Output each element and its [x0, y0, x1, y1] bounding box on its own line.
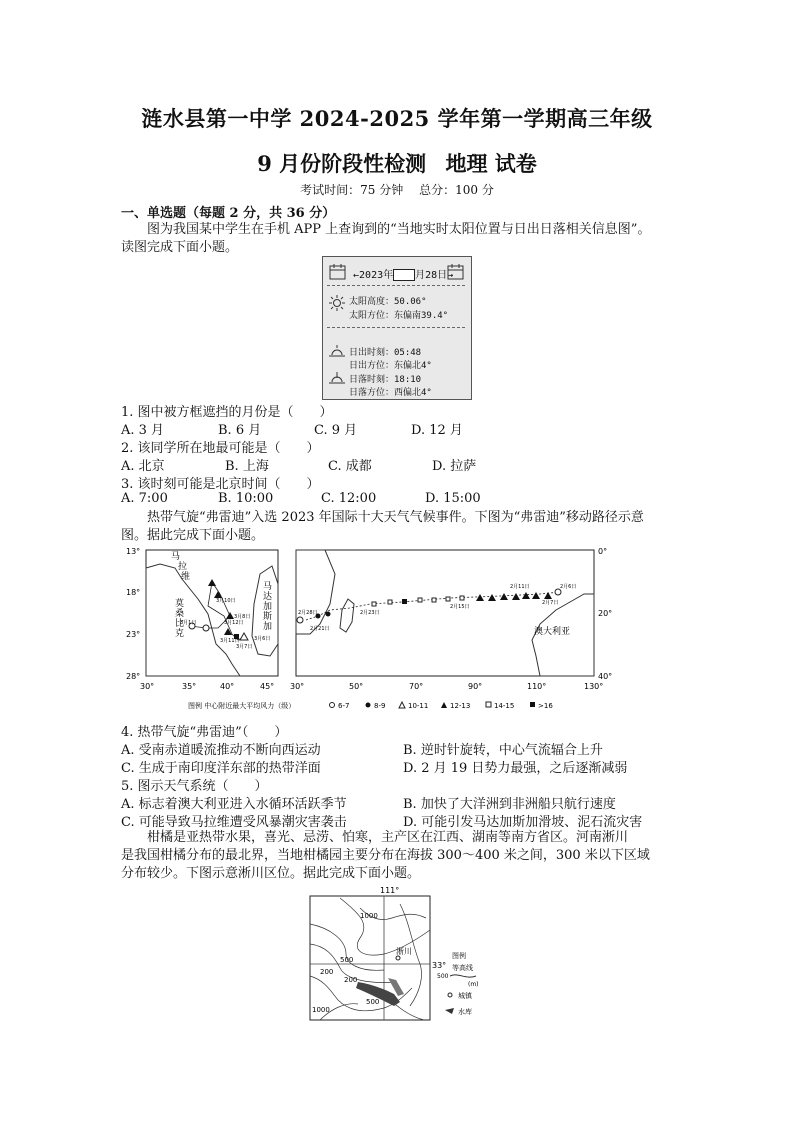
marker-14-15	[418, 598, 422, 602]
intro1-line2: 读图完成下面小题。	[121, 240, 239, 255]
intro3-line2: 是我国柑橘分布的最北界，当地柑橘园主要分布在海拔 300～400 米之间，300 米以下区域	[121, 848, 650, 863]
date-left-arrow: ←	[353, 270, 360, 281]
legend-contour: 等高线	[452, 964, 473, 972]
q4-option-c[interactable]: C. 生成于南印度洋东部的热带洋面	[121, 761, 321, 776]
sunset-icon	[329, 372, 345, 384]
legend-14-15: 14-15	[494, 702, 515, 710]
date-right-arrow: →	[447, 270, 454, 281]
marker-14-15	[388, 600, 392, 604]
question-5-stem: 5. 图示天气系统（ ）	[121, 779, 268, 794]
question-3-stem: 3. 该时刻可能是北京时间（ ）	[121, 477, 320, 492]
lon-label: 45°	[260, 682, 275, 691]
q3-option-b[interactable]: B. 10:00	[218, 491, 274, 506]
legend-icon-6-7	[330, 703, 335, 708]
hidden-month-box	[393, 269, 415, 281]
date-label: 3月8日	[234, 614, 251, 620]
legend-unit: (m)	[468, 981, 479, 988]
q1-option-b[interactable]: B. 6 月	[218, 423, 262, 438]
q5-option-d[interactable]: D. 可能引发马达加斯加滑坡、泥石流灾害	[403, 815, 643, 830]
exam-title-line1: 涟水县第一中学 2024-2025 学年第一学期高三年级	[141, 106, 653, 131]
lon-label: 35°	[182, 682, 197, 691]
divider	[327, 327, 465, 328]
date-label: 2月6日	[560, 584, 577, 590]
intro1-line1: 图为我国某中学生在手机 APP 上查询到的“当地实时太阳位置与日出日落相关信息图”。	[147, 222, 651, 237]
question-1-stem: 1. 图中被方框遮挡的月份是（ ）	[121, 405, 333, 420]
exam-title-line2	[0, 148, 794, 178]
legend-title: 图例	[452, 952, 466, 960]
calendar-icon	[447, 263, 465, 281]
right-lat-labels	[598, 547, 612, 681]
total-score: 总分：100 分	[419, 183, 494, 197]
q1-option-a[interactable]: A. 3 月	[121, 423, 165, 438]
q3-option-d[interactable]: D. 15:00	[425, 491, 481, 506]
legend-icon-10-11	[399, 702, 405, 708]
q4-option-d[interactable]: D. 2 月 19 日势力最强，之后逐渐减弱	[403, 761, 628, 776]
legend-icon-14-15	[486, 702, 491, 707]
marker-8-9	[326, 612, 331, 617]
exam-meta	[0, 181, 794, 198]
marker-6-7	[203, 625, 209, 631]
calendar-icon	[329, 263, 347, 281]
marker-14-15	[372, 602, 376, 606]
legend-reservoir: 水库	[458, 1008, 472, 1016]
sun-azimuth: 太阳方位：东偏南39.4°	[349, 311, 449, 321]
lon-label: 50°	[349, 682, 364, 691]
date-label: 2月23日	[360, 610, 380, 616]
date-label: 3月6日	[254, 636, 271, 642]
label-malawi: 马拉维	[171, 552, 191, 582]
q5-option-a[interactable]: A. 标志着澳大利亚进入水循环活跃季节	[121, 797, 347, 812]
date-label: 2月15日	[450, 604, 470, 610]
sunset-time: 日落时刻：18:10	[349, 375, 422, 385]
legend-10-11: 10-11	[408, 702, 429, 710]
legend-icon-12-13	[441, 702, 447, 708]
date-label: 2月28日	[298, 610, 318, 616]
question-4-stem: 4. 热带气旋“弗雷迪”（ ）	[121, 725, 288, 740]
exam-time: 考试时间：75 分钟	[300, 183, 404, 197]
contour-label: 200	[320, 968, 334, 976]
q4-option-b[interactable]: B. 逆时针旋转，中心气流辐合上升	[403, 743, 603, 758]
cyclone-track-map	[120, 544, 613, 714]
lon-label: 90°	[468, 682, 483, 691]
sunrise-azimuth: 日出方位：东偏北4°	[349, 361, 432, 371]
q2-option-b[interactable]: B. 上海	[225, 459, 269, 474]
label-xichuan: 淅川	[396, 947, 412, 956]
lat-label: 20°	[598, 609, 613, 618]
left-lon-labels	[140, 682, 274, 691]
lon-label: 110°	[527, 682, 547, 691]
date-label: 3月10日	[216, 598, 236, 604]
date-label: 3月1日	[180, 620, 197, 626]
legend-6-7: 6-7	[338, 702, 350, 710]
marker-16	[402, 599, 407, 604]
intro3-line3: 分布较少。下图示意淅川区位。据此完成下面小题。	[121, 866, 421, 881]
date-label: 3月7日	[236, 644, 253, 650]
exam-month-title: 9 月份阶段性检测	[257, 151, 427, 176]
legend-12-13: 12-13	[450, 702, 471, 710]
q1-option-d[interactable]: D. 12 月	[411, 423, 463, 438]
q5-option-b[interactable]: B. 加快了大洋洲到非洲船只航行速度	[403, 797, 616, 812]
label-madagascar: 马达加斯加	[263, 582, 273, 632]
section-heading: 一、单选题（每题 2 分，共 36 分）	[121, 206, 336, 221]
date-year: 2023年	[359, 270, 394, 281]
lat-label: 13°	[126, 547, 141, 556]
sunrise-icon	[329, 345, 345, 357]
legend-town: 城镇	[458, 992, 472, 1000]
date-label: 2月21日	[310, 626, 330, 632]
legend-town-icon	[448, 993, 452, 997]
sunset-azimuth: 日落方位：西偏北4°	[349, 388, 432, 398]
contour-label: 1000	[312, 1006, 330, 1014]
lat-label: 23°	[126, 630, 141, 639]
date-day: 月28日	[415, 270, 448, 281]
lat-label: 28°	[126, 672, 141, 681]
right-lon-labels	[290, 682, 603, 691]
xichuan-location-map	[300, 884, 510, 1024]
intro3-line1: 柑橘是亚热带水果，喜光、忌涝、怕寒，主产区在江西、湖南等南方省区。河南淅川	[147, 830, 629, 845]
lon-label: 40°	[220, 682, 235, 691]
legend-contour-value: 500	[437, 973, 449, 980]
sunrise-time: 日出时刻：05:48	[349, 348, 422, 358]
lon-label: 130°	[584, 682, 604, 691]
q2-option-d[interactable]: D. 拉萨	[432, 459, 477, 474]
contour-label: 500	[340, 956, 354, 964]
q2-option-c[interactable]: C. 成都	[328, 459, 372, 474]
legend-icon-16	[530, 702, 535, 707]
intro2-line2: 图。据此完成下面小题。	[121, 528, 265, 543]
marker-14-15	[460, 596, 464, 600]
q4-option-a[interactable]: A. 受南赤道暖流推动不断向西运动	[121, 743, 321, 758]
legend-title: 图例 中心附近最大平均风力（级）	[188, 702, 296, 710]
date-label: 2月11日	[510, 584, 530, 590]
q1-option-c[interactable]: C. 9 月	[314, 423, 358, 438]
sun-info-figure	[322, 256, 472, 400]
lat-label: 18°	[126, 588, 141, 597]
marker-14-15	[432, 598, 436, 602]
intro-paragraph-2	[121, 509, 681, 545]
lat-label: 0°	[598, 547, 608, 556]
date-label: 2月7日	[542, 600, 559, 606]
lon-label: 70°	[409, 682, 424, 691]
marker-14-15	[446, 597, 450, 601]
legend-contour-icon	[450, 975, 476, 977]
lon-label: 30°	[290, 682, 305, 691]
contour-label: 500	[366, 998, 380, 1006]
town-xichuan-marker	[396, 956, 400, 960]
lat-label: 33°	[432, 961, 447, 970]
label-mozambique: 莫桑比克	[175, 599, 185, 639]
q3-option-c[interactable]: C. 12:00	[321, 491, 377, 506]
legend-16: >16	[538, 702, 553, 710]
question-2-stem: 2. 该同学所在地最可能是（ ）	[121, 441, 320, 456]
lat-label: 40°	[598, 672, 613, 681]
legend-reservoir-icon	[445, 1008, 454, 1014]
sun-altitude: 太阳高度：50.06°	[349, 297, 427, 307]
sun-icon	[329, 295, 345, 311]
legend-icon-8-9	[366, 703, 371, 708]
divider	[327, 285, 465, 286]
lon-label: 30°	[140, 682, 155, 691]
left-lat-labels	[126, 547, 140, 681]
q2-option-a[interactable]: A. 北京	[121, 459, 165, 474]
intro-paragraph-1	[121, 221, 681, 257]
date-label: 3月12日	[224, 620, 244, 626]
exam-subject-title: 地理 试卷	[445, 151, 537, 176]
marker-6-7	[297, 617, 303, 623]
phone-date	[353, 266, 453, 281]
map1-legend	[188, 701, 553, 710]
q3-option-a[interactable]: A. 7:00	[121, 491, 168, 506]
intro2-line1: 热带气旋“弗雷迪”入选 2023 年国际十大天气气候事件。下图为“弗雷迪”移动路径示意	[147, 510, 644, 525]
label-australia: 澳大利亚	[534, 627, 571, 637]
q5-option-c[interactable]: C. 可能导致马拉维遭受风暴潮灾害袭击	[121, 815, 347, 830]
legend-8-9: 8-9	[374, 702, 386, 710]
contour-label: 200	[344, 976, 358, 984]
intro-paragraph-3	[121, 829, 681, 883]
lon-label: 111°	[380, 886, 400, 895]
contour-label: 1000	[360, 912, 378, 920]
date-label: 3月11日	[220, 638, 240, 644]
